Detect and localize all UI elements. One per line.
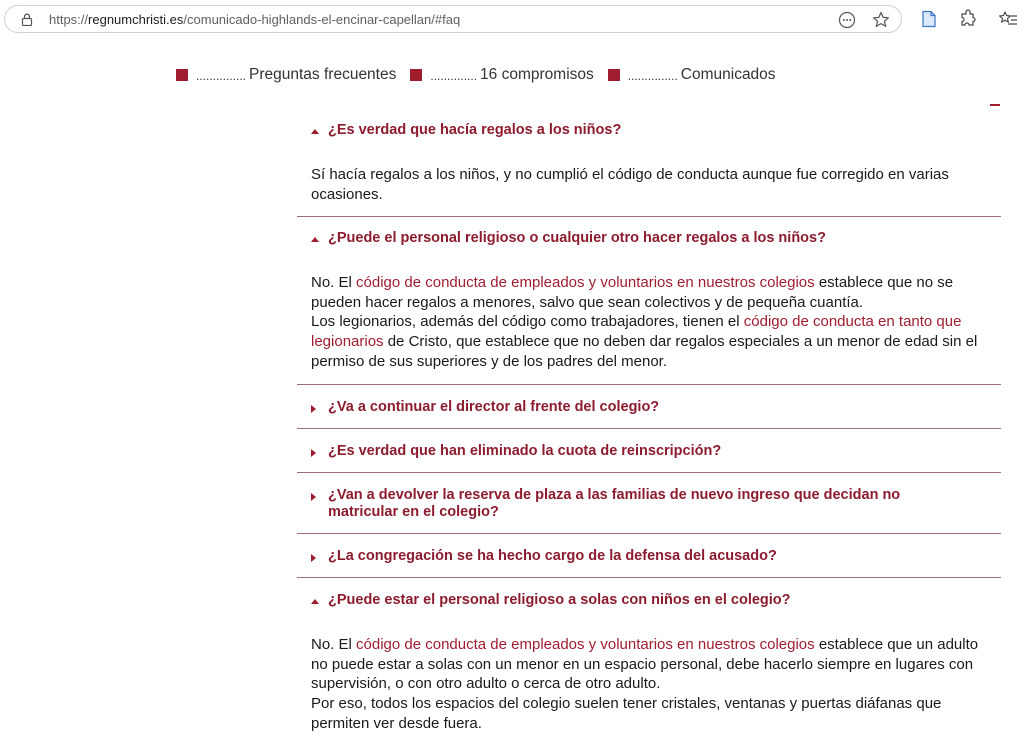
caret-right-icon	[311, 403, 319, 415]
faq-question[interactable]: ¿La congregación se ha hecho cargo de la defensa del acusado?	[328, 548, 777, 565]
faq-answer	[297, 149, 1001, 216]
faq-accordion	[297, 112, 1001, 743]
collapse-all-icon[interactable]	[990, 104, 1000, 106]
nav-label[interactable]: Comunicados	[680, 66, 776, 83]
answer-paragraph: No. El código de conducta de empleados y voluntarios en nuestros colegios establece que no se pueden hacer regalos a menores, salvo que sean colectivos y de pequeña cuantía.	[311, 274, 954, 311]
reading-view-icon[interactable]	[919, 9, 939, 29]
nav-faq[interactable]	[176, 66, 396, 84]
faq-question[interactable]: ¿Es verdad que hacía regalos a los niños?	[328, 122, 622, 138]
faq-question-toggle[interactable]	[297, 578, 1001, 619]
square-bullet-icon	[608, 69, 620, 81]
browser-toolbar	[0, 0, 1024, 38]
nav-label[interactable]: 16 compromisos	[480, 66, 594, 83]
nav-commitments[interactable]	[410, 66, 593, 84]
square-bullet-icon	[410, 69, 422, 81]
square-bullet-icon	[176, 69, 188, 81]
faq-question-toggle[interactable]	[297, 429, 1001, 470]
faq-question-toggle[interactable]	[297, 473, 1001, 531]
faq-question-toggle[interactable]	[297, 385, 1001, 426]
more-options-icon[interactable]	[837, 10, 857, 30]
section-nav	[176, 64, 790, 86]
nav-dots: ...............	[196, 69, 247, 83]
faq-question-toggle[interactable]	[297, 217, 1001, 257]
caret-up-icon	[311, 126, 319, 138]
answer-text: Sí hacía regalos a los niños, y no cumplió el código de conducta aunque fue corregido en varias ocasiones.	[311, 166, 949, 203]
faq-answer	[297, 619, 1001, 743]
faq-item-alone	[297, 578, 1001, 743]
lock-icon[interactable]	[21, 13, 33, 26]
faq-item-reservation	[297, 473, 1001, 534]
address-bar[interactable]	[4, 5, 902, 33]
faq-answer	[297, 257, 1001, 384]
extensions-icon[interactable]	[958, 9, 978, 29]
nav-dots: ...............	[627, 69, 678, 83]
faq-question[interactable]: ¿Puede estar el personal religioso a solas con niños en el colegio?	[328, 592, 791, 609]
caret-up-icon	[311, 596, 319, 608]
caret-up-icon	[311, 234, 319, 246]
faq-question[interactable]: ¿Puede el personal religioso o cualquier otro hacer regalos a los niños?	[328, 230, 826, 247]
code-of-conduct-link[interactable]: código de conducta de empleados y voluntarios en nuestros colegios	[356, 636, 815, 654]
caret-right-icon	[311, 491, 319, 503]
favorite-star-icon[interactable]	[871, 10, 891, 30]
legionaries-code-link[interactable]: código de conducta en tanto que legionarios	[311, 313, 962, 350]
faq-item-director	[297, 385, 1001, 429]
nav-communiques[interactable]	[608, 66, 776, 84]
favorites-bar-icon[interactable]	[998, 9, 1018, 29]
faq-question[interactable]: ¿Van a devolver la reserva de plaza a las familias de nuevo ingreso que decidan no matricular en el colegio?	[328, 487, 901, 521]
url-text[interactable]: https://regnumchristi.es/comunicado-highlands-el-encinar-capellan/#faq	[49, 12, 461, 27]
answer-paragraph: Por eso, todos los espacios del colegio suelen tener cristales, ventanas y puertas diáfanas que permiten ver desde fuera.	[311, 694, 942, 732]
answer-paragraph: Los legionarios, además del código como trabajadores, tienen el código de conducta en tanto que legionarios de Cristo, que establece que no deben dar regalos especiales a un menor de edad sin el permiso de sus superiores y de los padres del menor.	[311, 313, 978, 370]
faq-item-fee	[297, 429, 1001, 473]
nav-dots: ..............	[430, 69, 478, 83]
answer-paragraph: No. El código de conducta de empleados y voluntarios en nuestros colegios establece que un adulto no puede estar a solas con un menor en un espacio personal, debe hacerlo siempre en lugares con supervisión, o con otro adulto o cerca de otro adulto.	[311, 636, 979, 693]
caret-right-icon	[311, 552, 319, 564]
faq-question[interactable]: ¿Es verdad que han eliminado la cuota de reinscripción?	[328, 443, 722, 460]
faq-question-toggle[interactable]	[297, 112, 1001, 149]
faq-question-toggle[interactable]	[297, 534, 1001, 575]
faq-item-staff-gifts	[297, 217, 1001, 385]
faq-item-defense	[297, 534, 1001, 578]
nav-label[interactable]: Preguntas frecuentes	[249, 66, 397, 83]
caret-right-icon	[311, 447, 319, 459]
code-of-conduct-link[interactable]: código de conducta de empleados y voluntarios en nuestros colegios	[356, 274, 815, 292]
faq-item-gifts	[297, 112, 1001, 217]
faq-question[interactable]: ¿Va a continuar el director al frente del colegio?	[328, 399, 660, 416]
